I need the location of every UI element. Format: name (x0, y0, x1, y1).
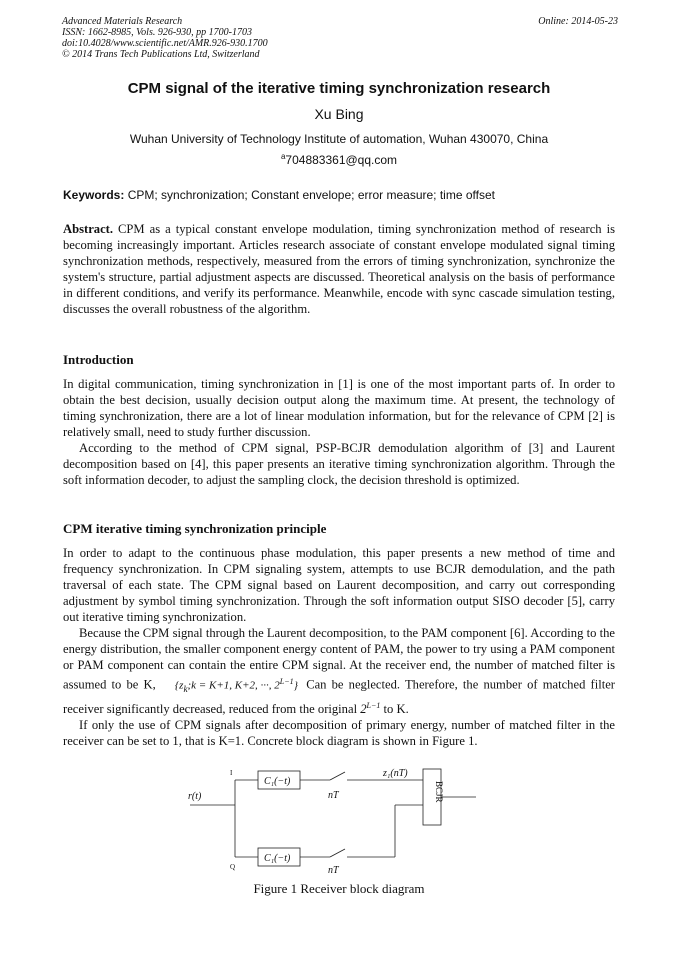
author-name: Xu Bing (314, 106, 364, 122)
set-subscript: k (183, 683, 188, 694)
receiver-block-diagram (180, 765, 480, 875)
principle-p2-part-a: Because the CPM signal through the Laurent decomposition, to the PAM component [6]. According to the energy distribution, the smaller component energy content of PAM, the power to try using a PAM component or PAM component can contain the entire CPM signal. At the receiver end, the number of matched filter is assumed to be K, (63, 626, 615, 692)
principle-p2-part-c: to K. (383, 702, 409, 717)
affiliation: Wuhan University of Technology Institute of automation, Wuhan 430070, China (129, 132, 549, 146)
power-exponent: L−1 (366, 700, 381, 710)
abstract-label: Abstract. (63, 222, 114, 236)
branch-i-label: I (230, 769, 233, 777)
sampler-bottom-label: nT (328, 865, 339, 875)
intro-paragraph-1: In digital communication, timing synchronization in [1] is one of the most important parts of. In order to obtain the best decision, usually decision output along the maximum time. At present, the technology of timing synchronization, there are a lot of linear modulation information, but for the relevance of CPM [2] is relatively small, need to study further discussion. (63, 377, 615, 439)
journal-header (62, 16, 618, 60)
abstract (63, 221, 615, 317)
email-address: 704883361@qq.com (285, 153, 398, 167)
figure-caption: Figure 1 Receiver block diagram (253, 881, 425, 896)
sampler-top-switch (330, 772, 345, 780)
sampler-top-label: nT (328, 790, 339, 801)
principle-paragraph-1: In order to adapt to the continuous phase modulation, this paper presents a new method of time and frequency synchronization. In CPM signaling system, attempts to use BCJR demodulation, and the path traversal of each state. The CPM signal based on Laurent decomposition, and carry out corresponding adjustment by symbol timing synchronization. Through the soft information output SISO decoder [5], carry out iterative timing synchronization. (63, 546, 615, 624)
principle-body (63, 545, 615, 749)
principle-p2-part-b: Can be neglected. Therefore, the number of matched filter receiver significantly decreased, reduced from the original (63, 677, 615, 717)
neglected-filter-set: {$z_k;k = K+1$, K+2, ···, $2^{L-1}$} (174, 677, 299, 694)
filter-bottom-label: C₁(−t) (264, 853, 291, 864)
set-variable: z (179, 679, 184, 692)
introduction-body (63, 376, 615, 488)
set-range: ;k = K+1, K+2, ···, 2 (187, 679, 280, 692)
input-label: r(t) (188, 791, 202, 802)
author-email (0, 152, 678, 167)
keywords-label: Keywords: (63, 188, 125, 202)
principle-heading: CPM iterative timing synchronization principle (63, 521, 327, 536)
journal-name: Advanced Materials Research (62, 16, 183, 27)
filter-count-power (360, 702, 380, 716)
filter-top-label: C₁(−t) (264, 776, 291, 787)
power-base: 2 (360, 702, 367, 717)
branch-q-label: Q (230, 863, 236, 871)
intro-paragraph-2: According to the method of CPM signal, PSP-BCJR demodulation algorithm of [3] and Laurent decomposition based on [4], this paper presents an iterative timing synchronization algorithm. Through the soft information decoder, to adjust the sampling clock, the decision threshold is optimized. (63, 441, 615, 487)
email-superscript: a (280, 152, 286, 161)
keywords (63, 188, 615, 202)
output-label: z₁(nT) (383, 768, 408, 779)
paper-title: CPM signal of the iterative timing synchronization research (127, 80, 551, 97)
copyright-line: © 2014 Trans Tech Publications Ltd, Switzerland (62, 49, 260, 60)
sampler-bottom-switch (330, 849, 345, 857)
bcjr-label: BCJR (434, 781, 444, 803)
issn-line: ISSN: 1662-8985, Vols. 926-930, pp 1700-1703 (62, 27, 252, 38)
doi-line: doi:10.4028/www.scientific.net/AMR.926-930.1700 (62, 38, 268, 49)
abstract-text: CPM as a typical constant envelope modulation, timing synchronization method of research is becoming increasingly important. Articles research associate of constant envelope modulated signal timing synchronization methods, respectively, measured from the errors of timing synchronization, synchronize the system's structure, partial adjustment aspects are discussed. Theoretical analysis on the basis of performance in different conditions, and verify its performance. Meanwhile, encode with sync cascade simulation testing, discusses the overall robustness of the algorithm. (63, 222, 615, 316)
principle-paragraph-2 (63, 625, 615, 717)
introduction-heading: Introduction (63, 352, 134, 367)
keywords-text: CPM; synchronization; Constant envelope; error measure; time offset (127, 188, 495, 202)
set-exponent: L−1 (279, 677, 294, 686)
principle-paragraph-3: If only the use of CPM signals after decomposition of primary energy, number of matched filter in the receiver can be set to 1, that is K=1. Concrete block diagram is shown in Figure 1. (63, 718, 615, 749)
online-date: Online: 2014-05-23 (538, 16, 618, 27)
